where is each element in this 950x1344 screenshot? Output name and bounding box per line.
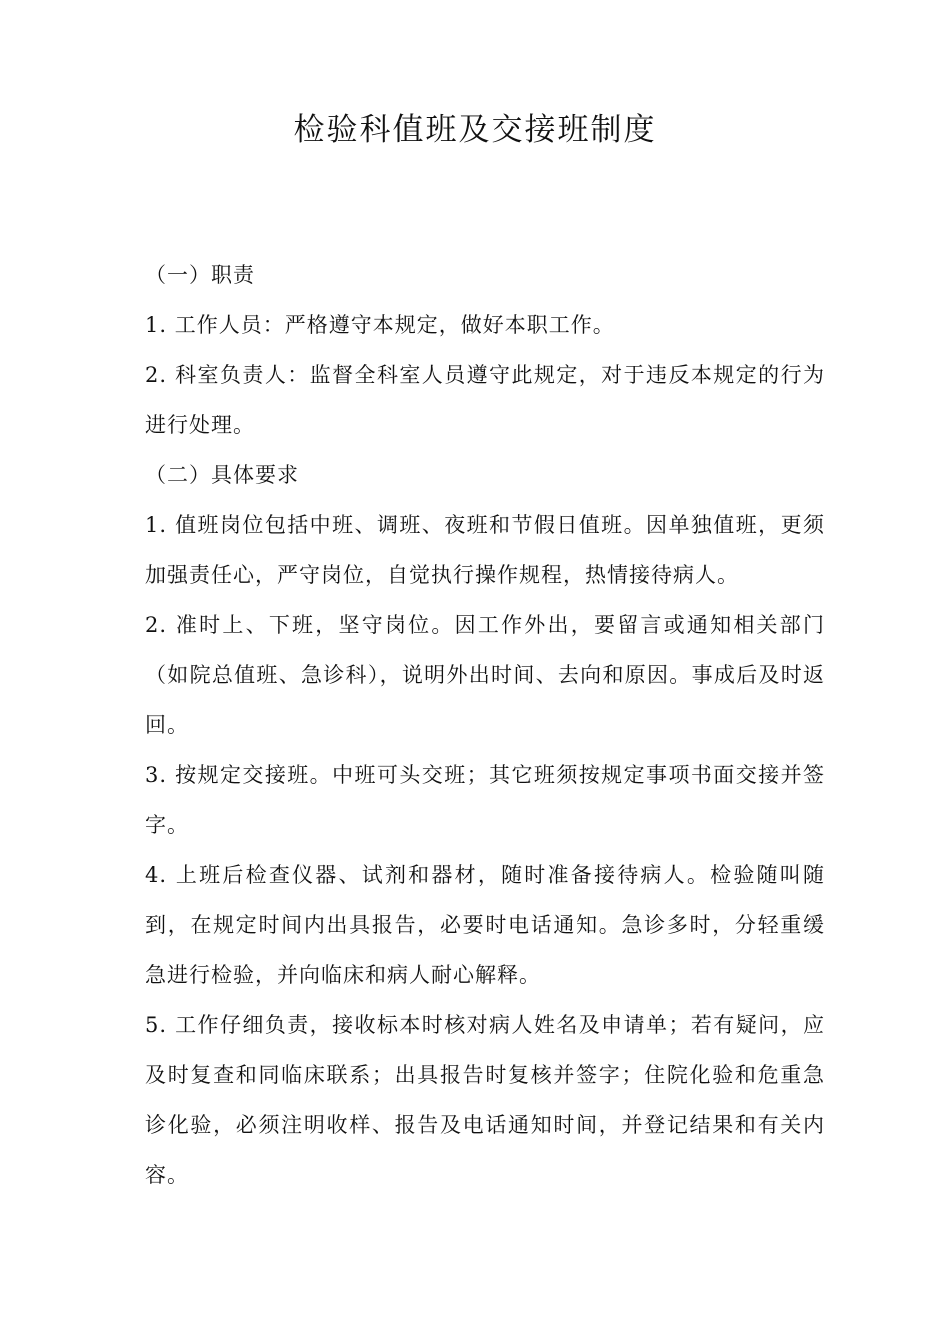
- document-body: [145, 250, 825, 1200]
- duty-item-1: 1. 工作人员：严格遵守本规定，做好本职工作。: [145, 313, 615, 337]
- section-heading-requirements: （二）具体要求: [145, 463, 299, 487]
- document-title: 检验科值班及交接班制度: [293, 112, 657, 148]
- requirement-item-1: 1. 值班岗位包括中班、调班、夜班和节假日值班。因单独值班，更须加强责任心，严守岗位，自觉执行操作规程，热情接待病人。: [145, 513, 825, 587]
- requirement-item-2: 2. 准时上、下班，坚守岗位。因工作外出，要留言或通知相关部门（如院总值班、急诊科），说明外出时间、去向和原因。事成后及时返回。: [145, 613, 825, 737]
- section-heading-duties: （一）职责: [145, 263, 255, 287]
- duty-item-2: 2. 科室负责人：监督全科室人员遵守此规定，对于违反本规定的行为进行处理。: [145, 363, 825, 437]
- requirement-item-3: 3. 按规定交接班。中班可头交班；其它班须按规定事项书面交接并签字。: [145, 763, 825, 837]
- requirement-item-5: 5. 工作仔细负责，接收标本时核对病人姓名及申请单；若有疑问，应及时复查和同临床联系；出具报告时复核并签字；住院化验和危重急诊化验，必须注明收样、报告及电话通知时间，并登记结果和有关内容。: [145, 1013, 825, 1187]
- requirement-item-4: 4. 上班后检查仪器、试剂和器材，随时准备接待病人。检验随叫随到，在规定时间内出具报告，必要时电话通知。急诊多时，分轻重缓急进行检验，并向临床和病人耐心解释。: [145, 863, 825, 987]
